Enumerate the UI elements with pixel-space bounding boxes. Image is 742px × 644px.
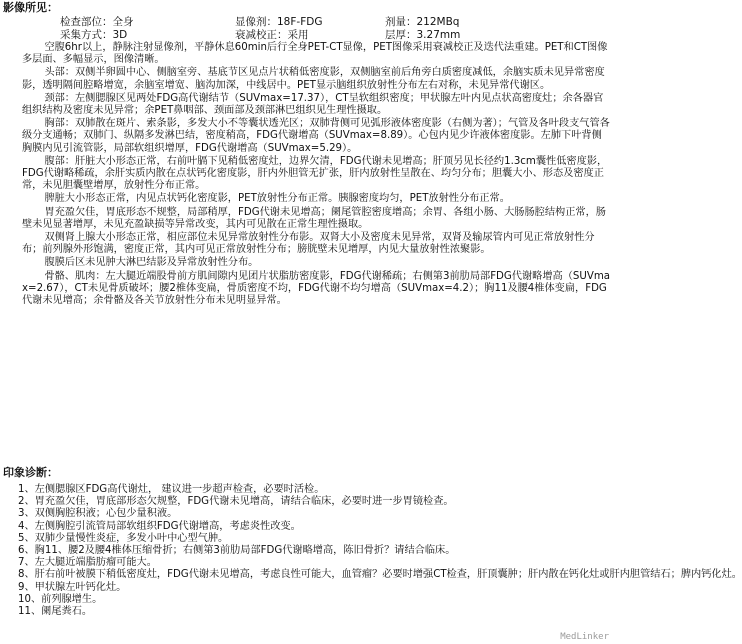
finding-paragraph: 腹膜后区未见肿大淋巴结影及异常放射性分布。 [44, 257, 259, 269]
tracer: 显像剂：18F-FDG [235, 16, 323, 28]
finding-paragraph: 颈部：左侧腮腺区见两处FDG高代谢结节（SUVmax=17.37），CT呈软组织密度；甲状腺左叶内见点状高密度灶；余各器官组织结构及密度未见异常；余PET鼻咽部、颈面部及颈部淋巴组织见生理性摄取。 [22, 92, 604, 117]
impression-title: 印象诊断： [3, 466, 58, 479]
finding-paragraph: 空腹6hr以上，静脉注射显像剂，平静休息60min后行全身PET-CT显像，PET图像采用衰减校正及迭代法重建。PET和CT图像多层面、多幅显示，图像清晰。 [22, 42, 608, 66]
watermark: MedLinker [560, 632, 609, 642]
impression-item: 7、左大腿近端脂肪瘤可能大。 [18, 557, 157, 569]
finding-paragraph: 脾脏大小形态正常，内见点状钙化密度影，PET放射性分布正常。胰腺密度均匀，PET放射性分布正常。 [44, 193, 510, 205]
exam-meta-row [60, 16, 600, 29]
impression-item: 4、左侧胸腔引流管局部软组织FDG代谢增高，考虑炎性改变。 [18, 520, 301, 532]
finding-paragraph: 胃充盈欠佳，胃底形态不规整，局部稍厚，FDG代谢未见增高；阑尾管腔密度增高；余胃、各组小肠、大肠肠腔结构正常，肠壁未见显著增厚，未见充盈缺损等异常改变，其内可见散在正常生理性摄取。 [22, 206, 606, 230]
impression-item: 11、阑尾粪石。 [18, 606, 93, 618]
findings-body [22, 42, 610, 308]
impression-item: 3、双侧胸腔积液；心包少量积液。 [18, 508, 178, 520]
finding-paragraph: 双侧肾上腺大小形态正常，相应部位未见异常放射性分布影。双肾大小及密度未见异常，双肾及输尿管内可见正常放射性分布；前列腺外形饱满，密度正常，其内可见正常放射性分布；膀胱壁未见增厚，内见大量放射性浓聚影。 [22, 232, 595, 256]
finding-paragraph: 腹部：肝脏大小形态正常，右前叶膈下见稍低密度灶，边界欠清，FDG代谢未见增高；肝顶另见长径约1.3cm囊性低密度影，FDG代谢略稀疏，余肝实质内散在点状钙化密度影，肝内外胆管无扩张，肝内放射性呈散在、均匀分布；胆囊大小、形态及密度正常，未见胆囊壁增厚，放射性分布正常。 [22, 155, 608, 192]
impression-item: 9、甲状腺左叶钙化灶。 [18, 581, 127, 593]
finding-paragraph: 骨骼、肌肉：左大腿近端股骨前方肌间隙内见团片状脂肪密度影，FDG代谢稀疏；右侧第3前肋局部FDG代谢略增高（SUVmax=2.67），CT未见骨质破坏；腰2椎体变扁，骨质密度不均，FDG代谢不均匀增高（SUVmax=4.2）；胸11及腰4椎体变扁，FDG代谢未见增高；余骨骼及各关节放射性分布未见明显异常。 [22, 270, 610, 307]
acquisition-mode: 采集方式：3D [60, 29, 128, 41]
impression-item: 8、肝右前叶被膜下稍低密度灶，FDG代谢未见增高，考虑良性可能大，血管瘤？必要时增强CT检查，肝顶囊肿；肝内散在钙化灶或肝内胆管结石；脾内钙化灶。 [18, 569, 742, 581]
impression-item: 5、双肺少量慢性炎症，多发小叶中心型气肿。 [18, 532, 229, 544]
impression-item: 1、左侧腮腺区FDG高代谢灶， 建议进一步超声检查，必要时活检。 [18, 484, 325, 495]
finding-paragraph: 头部：双侧半卵圆中心、侧脑室旁、基底节区见点片状稍低密度影，双侧脑室前后角旁白质密度减低，余脑实质未见异常密度影，透明隔间腔略增宽，余脑室增宽、脑沟加深，中线居中。PET显示脑组织放射性分布左右对称，未见异常代谢区。 [22, 67, 605, 91]
attenuation-correction: 衰减校正：采用 [235, 29, 309, 41]
dose: 剂量：212MBq [385, 16, 460, 28]
exam-meta [60, 16, 600, 42]
finding-paragraph: 胸部：双肺散在斑片、索条影，多发大小不等囊状透光区；双肺背侧可见弧形液体密度影（右侧为著）；气管及各叶段支气管各级分支通畅；双肺门、纵隔多发淋巴结，密度稍高，FDG代谢增高（SUVmax=8.89）。心包内见少许液体密度影。左肺下叶背侧胸膜内见引流管影，局部软组织增厚，FDG代谢增高（SUVmax=5.29）。 [22, 118, 610, 154]
impression-item: 10、前列腺增生。 [18, 593, 103, 605]
impression-list [18, 484, 742, 618]
impression-item: 6、胸11、腰2及腰4椎体压缩骨折；右侧第3前肋局部FDG代谢略增高，陈旧骨折？请结合临床。 [18, 545, 456, 557]
impression-item: 2、胃充盈欠佳，胃底部形态欠规整，FDG代谢未见增高，请结合临床，必要时进一步胃镜检查。 [18, 496, 454, 508]
slice-thickness: 层厚：3.27mm [385, 29, 461, 41]
findings-title: 影像所见： [3, 1, 58, 14]
exam-meta-row [60, 29, 600, 42]
exam-site: 检查部位：全身 [60, 16, 134, 28]
